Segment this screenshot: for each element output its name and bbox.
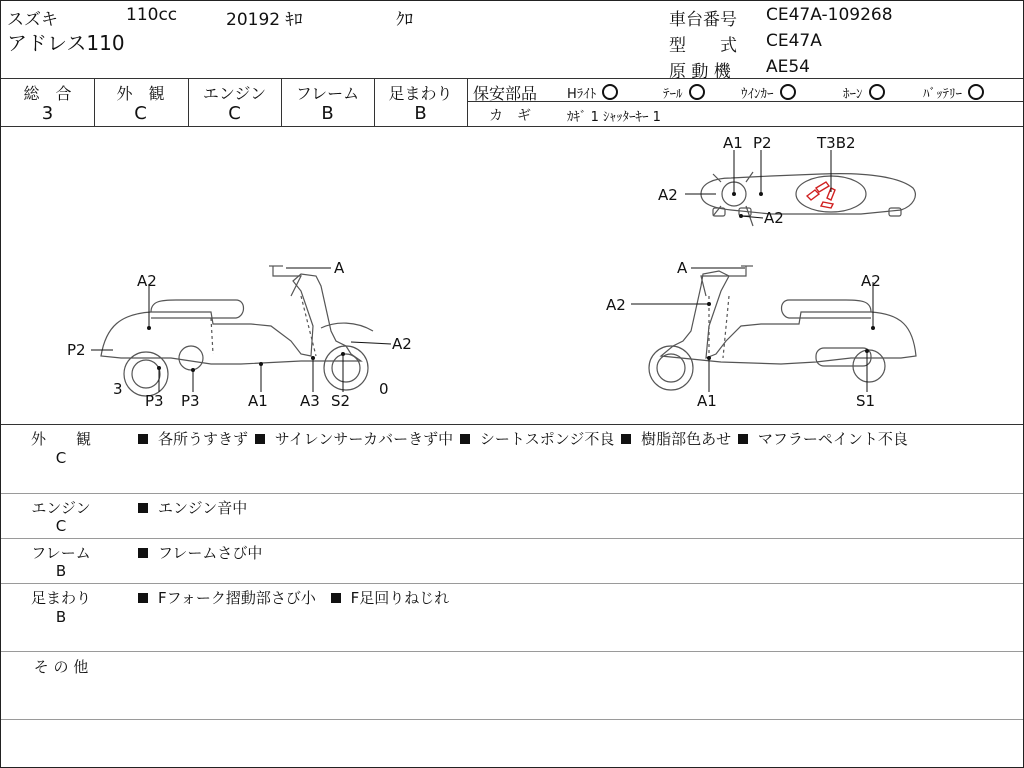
diagram-label: A3 — [300, 392, 320, 410]
model-name: アドレス110 — [7, 31, 125, 55]
model-label: 型 式 — [669, 36, 737, 56]
diagram-label: 0 — [379, 380, 389, 398]
diagram-label: P2 — [753, 134, 772, 152]
diagram-label: A1 — [697, 392, 717, 410]
divider — [1, 583, 1023, 584]
displacement: 110cc — [126, 5, 178, 25]
remark-item: 各所うすきず — [158, 430, 249, 448]
section-grade-suspension: B — [55, 608, 67, 626]
diagram-label: T3B2 — [817, 134, 856, 152]
divider — [1, 493, 1023, 494]
remark-item: エンジン音中 — [158, 499, 248, 517]
mileage: 20192 ｷﾛ — [226, 10, 303, 30]
grade-engine-value: C — [228, 103, 241, 124]
grade-exterior-label: 外 観 — [116, 84, 165, 103]
bullet-square-icon — [331, 593, 341, 603]
section-items-engine — [136, 497, 247, 518]
divider — [467, 78, 468, 126]
section-title-other: そ の 他 — [33, 658, 89, 676]
remark-item: F足回りねじれ — [350, 589, 450, 607]
section-grade-frame: B — [55, 562, 67, 580]
diagram-label: P3 — [181, 392, 200, 410]
divider — [1, 78, 1023, 79]
divider — [1, 424, 1023, 425]
divider — [1, 719, 1023, 720]
remark-item: サイレンサーカバーきず中 — [274, 430, 454, 448]
model-code: CE47A — [766, 31, 822, 51]
bullet-square-icon — [255, 434, 265, 444]
engine-label: 原 動 機 — [669, 62, 731, 82]
bullet-square-icon — [738, 434, 748, 444]
safety-item-winker: ｳｲﾝｶｰ — [741, 83, 796, 102]
grade-engine-label: エンジン — [202, 84, 267, 103]
diagram-label: A1 — [248, 392, 268, 410]
ok-circle-icon — [869, 84, 885, 100]
damage-diagram — [1, 126, 1023, 424]
diagram-label: A2 — [861, 272, 881, 290]
safety-item-battery: ﾊﾞｯﾃﾘｰ — [923, 83, 984, 102]
section-title-frame: フレーム — [31, 544, 91, 562]
frame-no-label: 車台番号 — [669, 10, 737, 30]
grade-overall-value: 3 — [41, 103, 54, 124]
section-items-exterior — [136, 428, 1016, 450]
bullet-square-icon — [138, 548, 148, 558]
section-items-suspension — [136, 587, 449, 608]
color: ｸﾛ — [396, 10, 413, 30]
divider — [1, 538, 1023, 539]
diagram-label: P3 — [145, 392, 164, 410]
section-grade-exterior: C — [55, 449, 67, 467]
engine-code: AE54 — [766, 57, 811, 77]
grade-suspension-value: B — [414, 103, 427, 124]
diagram-label: A2 — [606, 296, 626, 314]
safety-label: 保安部品 — [473, 84, 538, 103]
divider — [1, 651, 1023, 652]
diagram-label: A2 — [658, 186, 678, 204]
bullet-square-icon — [138, 434, 148, 444]
safety-item-horn: ﾎｰﾝ — [843, 83, 885, 102]
grade-frame-value: B — [321, 103, 334, 124]
bullet-square-icon — [138, 503, 148, 513]
diagram-label: S2 — [331, 392, 351, 410]
remark-item: シートスポンジ不良 — [479, 430, 615, 448]
grade-overall-label: 総 合 — [23, 84, 72, 103]
ok-circle-icon — [780, 84, 796, 100]
remark-item: マフラーペイント不良 — [757, 430, 908, 448]
diagram-label: 3 — [113, 380, 123, 398]
safety-item-tail: ﾃｰﾙ — [663, 83, 705, 102]
section-title-engine: エンジン — [31, 499, 91, 517]
bullet-square-icon — [621, 434, 631, 444]
remark-item: Fフォーク摺動部さび小 — [158, 589, 316, 607]
remark-item: フレームさび中 — [158, 544, 263, 562]
diagram-label: A — [334, 259, 345, 277]
diagram-label: P2 — [67, 341, 86, 359]
ok-circle-icon — [689, 84, 705, 100]
diagram-label: A — [677, 259, 688, 277]
safety-item-headlight: Hﾗｲﾄ — [567, 83, 618, 102]
section-title-suspension: 足まわり — [30, 589, 91, 607]
maker: スズキ — [7, 10, 58, 30]
section-grade-engine: C — [55, 517, 67, 535]
grade-frame-label: フレーム — [295, 84, 360, 103]
section-items-frame — [136, 542, 262, 563]
remark-item: 樹脂部色あせ — [641, 430, 732, 448]
diagram-label: A1 — [723, 134, 743, 152]
section-title-exterior: 外 観 — [30, 430, 91, 448]
bullet-square-icon — [138, 593, 148, 603]
scooter-top-view — [701, 172, 915, 226]
diagram-label: A2 — [137, 272, 157, 290]
grade-exterior-value: C — [134, 103, 147, 124]
key-label: カ ギ — [489, 108, 531, 124]
ok-circle-icon — [968, 84, 984, 100]
key-text: ｶｷﾞ 1 ｼｬｯﾀｰｷｰ 1 — [567, 110, 661, 125]
diagram-label: S1 — [856, 392, 876, 410]
grade-suspension-label: 足まわり — [388, 84, 453, 103]
ok-circle-icon — [602, 84, 618, 100]
frame-no: CE47A-109268 — [766, 5, 893, 25]
diagram-label: A2 — [392, 335, 412, 353]
diagram-label: A2 — [764, 209, 784, 227]
bullet-square-icon — [460, 434, 470, 444]
